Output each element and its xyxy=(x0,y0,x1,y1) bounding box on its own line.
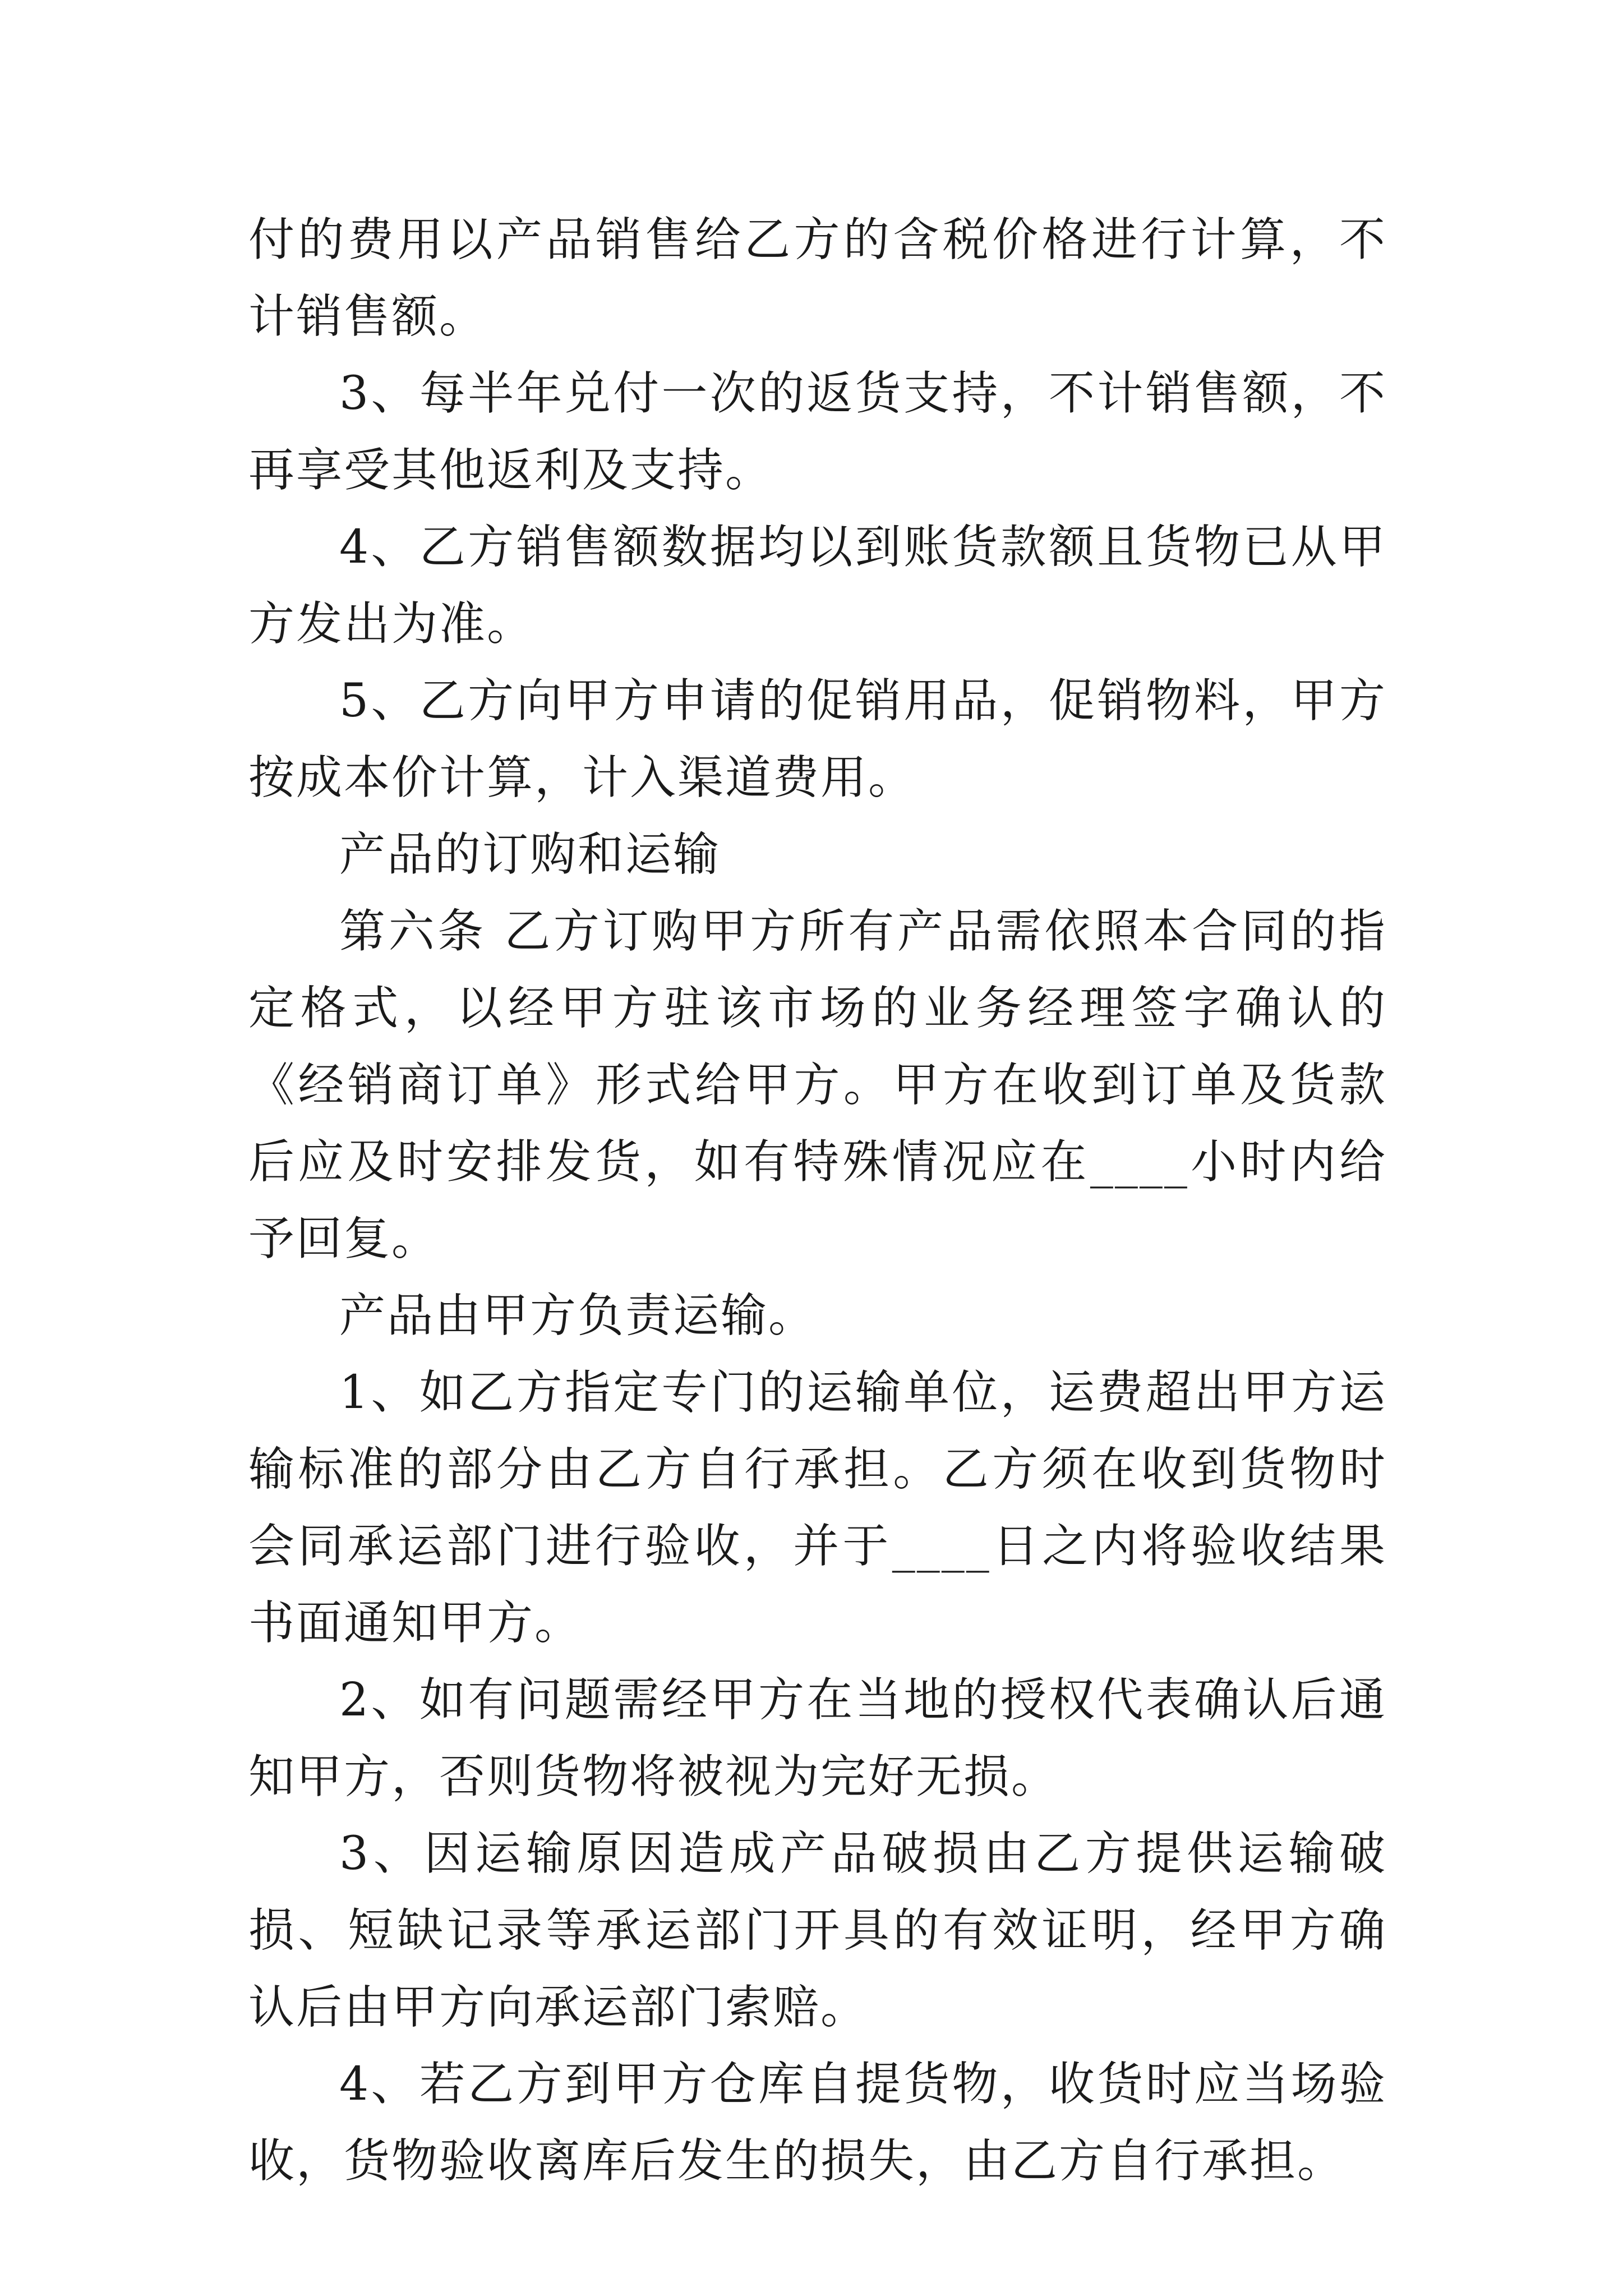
article-six: 第六条 乙方订购甲方所有产品需依照本合同的指定格式，以经甲方驻该市场的业务经理签字确认的《经销商订单》形式给甲方。甲方在收到订单及货款后应及时安排发货，如有特殊情况应在____小时内给予回复。 xyxy=(248,905,1387,1266)
paragraph-transport: 产品由甲方负责运输。 xyxy=(339,1289,817,1342)
transport-item-3: 3、因运输原因造成产品破损由乙方提供运输破损、短缺记录等承运部门开具的有效证明，经甲方确认后由甲方向承运部门索赔。 xyxy=(248,1827,1387,2034)
section-heading: 产品的订购和运输 xyxy=(339,828,721,881)
paragraph-item-4: 4、乙方销售额数据均以到账货款额且货物已从甲方发出为准。 xyxy=(248,521,1387,651)
paragraph-continuation: 付的费用以产品销售给乙方的含税价格进行计算，不计销售额。 xyxy=(248,213,1387,343)
transport-item-1: 1、如乙方指定专门的运输单位，运费超出甲方运输标准的部分由乙方自行承担。乙方须在收到货物时会同承运部门进行验收，并于____日之内将验收结果书面通知甲方。 xyxy=(248,1366,1387,1650)
paragraph-item-3: 3、每半年兑付一次的返货支持，不计销售额，不再享受其他返利及支持。 xyxy=(248,367,1387,497)
transport-item-2: 2、如有问题需经甲方在当地的授权代表确认后通知甲方，否则货物将被视为完好无损。 xyxy=(248,1673,1387,1803)
transport-item-4: 4、若乙方到甲方仓库自提货物，收货时应当场验收，货物验收离库后发生的损失，由乙方自行承担。 xyxy=(248,2058,1387,2188)
document-body xyxy=(248,201,1387,2200)
paragraph-item-5: 5、乙方向甲方申请的促销用品，促销物料，甲方按成本价计算，计入渠道费用。 xyxy=(248,674,1387,804)
